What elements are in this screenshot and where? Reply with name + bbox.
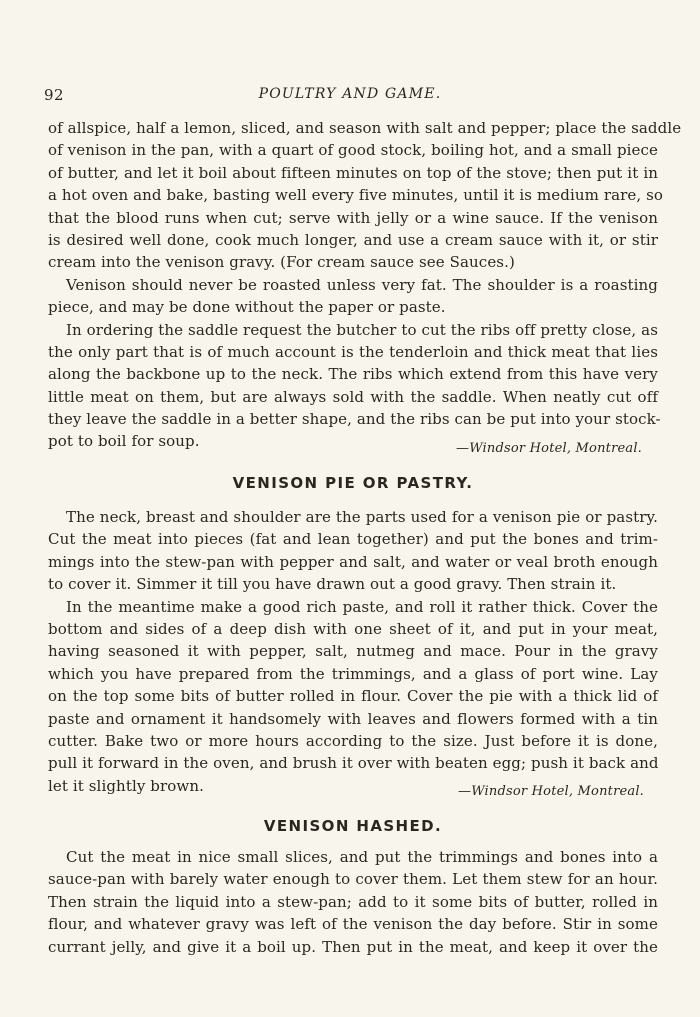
attribution-windsor-hotel: —Windsor Hotel, Montreal. bbox=[458, 784, 645, 799]
text-line: of venison in the pan, with a quart of good stock, boiling hot, and a small piece bbox=[48, 141, 658, 160]
text-line: on the top some bits of butter rolled in flour. Cover the pie with a thick lid of bbox=[48, 687, 658, 706]
running-head bbox=[44, 86, 656, 108]
text-line: paste and ornament it handsomely with leaves and flowers formed with a tin bbox=[48, 709, 658, 728]
text-line: cream into the venison gravy. (For cream sauce see Sauces.) bbox=[48, 253, 515, 272]
text-line: cutter. Bake two or more hours according to the size. Just before it is done, bbox=[48, 731, 658, 750]
text-line: along the backbone up to the neck. The ribs which extend from this have very bbox=[48, 365, 658, 384]
saddle-recipe-text bbox=[48, 117, 682, 453]
heading-venison-pie: VENISON PIE OR PASTRY. bbox=[232, 474, 474, 492]
text-line: piece, and may be done without the paper or paste. bbox=[48, 298, 446, 317]
text-line: that the blood runs when cut; serve with jelly or a wine sauce. If the venison bbox=[48, 208, 658, 227]
text-line: pull it forward in the oven, and brush it over with beaten egg; push it back and bbox=[48, 754, 659, 773]
attribution-windsor-hotel: —Windsor Hotel, Montreal. bbox=[456, 441, 643, 456]
text-line: pot to boil for soup. bbox=[48, 432, 200, 451]
text-line: is desired well done, cook much longer, and use a cream sauce with it, or stir bbox=[48, 230, 658, 249]
text-line: Then strain the liquid into a stew-pan; add to it some bits of butter, rolled in bbox=[48, 892, 658, 911]
text-line: Venison should never be roasted unless very fat. The shoulder is a roasting bbox=[66, 275, 658, 294]
text-line: The neck, breast and shoulder are the parts used for a venison pie or pastry. bbox=[66, 508, 658, 526]
text-line: In ordering the saddle request the butcher to cut the ribs off pretty close, as bbox=[66, 320, 658, 339]
text-line: which you have prepared from the trimmings, and a glass of port wine. Lay bbox=[48, 664, 658, 683]
text-line: they leave the saddle in a better shape, and the ribs can be put into your stock- bbox=[48, 410, 661, 429]
running-title: POULTRY AND GAME. bbox=[258, 86, 442, 102]
text-line: flour, and whatever gravy was left of the venison the day before. Stir in some bbox=[48, 915, 658, 934]
text-line: sauce-pan with barely water enough to cover them. Let them stew for an hour. bbox=[48, 870, 658, 889]
text-line: of allspice, half a lemon, sliced, and season with salt and pepper; place the saddle bbox=[48, 119, 682, 137]
page-number: 92 bbox=[44, 86, 65, 104]
venison-pie-text bbox=[48, 506, 658, 797]
text-line: the only part that is of much account is the tenderloin and thick meat that lies bbox=[48, 342, 658, 361]
text-line: of butter, and let it boil about fifteen minutes on top of the stove; then put it in bbox=[48, 163, 658, 182]
text-line: Cut the meat into pieces (fat and lean together) and put the bones and trim- bbox=[48, 530, 658, 549]
text-line: In the meantime make a good rich paste, and roll it rather thick. Cover the bbox=[66, 597, 658, 616]
text-line: let it slightly brown. bbox=[48, 776, 204, 795]
text-line: little meat on them, but are always sold with the saddle. When neatly cut off bbox=[48, 387, 658, 406]
text-line: mings into the stew-pan with pepper and salt, and water or veal broth enough bbox=[48, 552, 658, 571]
text-line: Cut the meat in nice small slices, and put the trimmings and bones into a bbox=[66, 848, 658, 866]
text-line: bottom and sides of a deep dish with one sheet of it, and put in your meat, bbox=[48, 619, 658, 638]
heading-venison-hashed: VENISON HASHED. bbox=[263, 817, 443, 835]
text-line: to cover it. Simmer it till you have drawn out a good gravy. Then strain it. bbox=[48, 575, 617, 594]
venison-hashed-text bbox=[48, 846, 658, 958]
text-line: currant jelly, and give it a boil up. Then put in the meat, and keep it over the bbox=[48, 937, 658, 956]
text-line: having seasoned it with pepper, salt, nutmeg and mace. Pour in the gravy bbox=[48, 642, 658, 661]
text-line: a hot oven and bake, basting well every five minutes, until it is medium rare, so bbox=[48, 186, 664, 205]
